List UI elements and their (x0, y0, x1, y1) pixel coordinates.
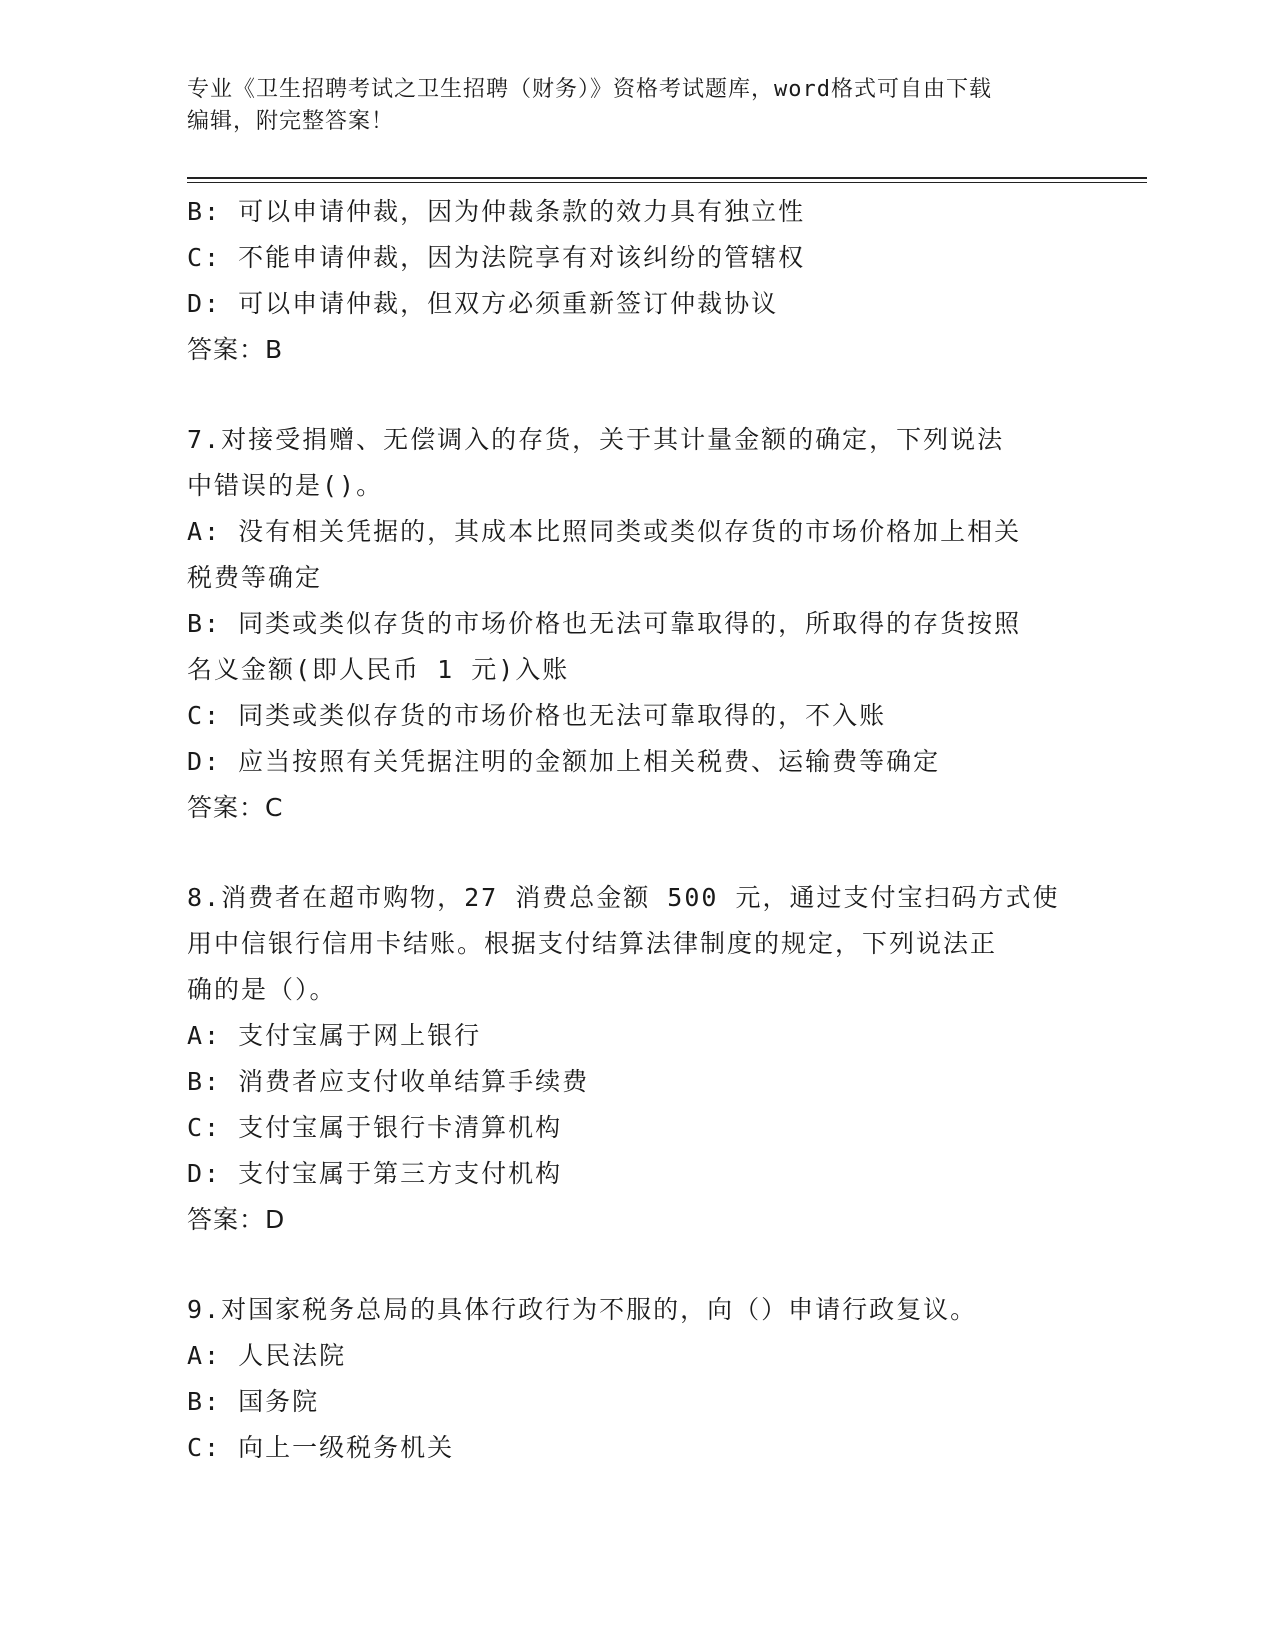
option-c: C: 向上一级税务机关 (187, 1433, 455, 1462)
spacer (187, 373, 1087, 417)
question-stem: 7.对接受捐赠、无偿调入的存货，关于其计量金额的确定，下列说法 (187, 425, 1005, 454)
question-stem-continued: 用中信银行信用卡结账。根据支付结算法律制度的规定，下列说法正 (187, 929, 998, 958)
question-list (187, 189, 1087, 1471)
option-b: B: 可以申请仲裁，因为仲裁条款的效力具有独立性 (187, 197, 806, 226)
option-d: D: 支付宝属于第三方支付机构 (187, 1159, 563, 1188)
option-a: A: 没有相关凭据的，其成本比照同类或类似存货的市场价格加上相关 (187, 517, 1022, 546)
question-stem: 8.消费者在超市购物，27 消费总金额 500 元，通过支付宝扫码方式使 (187, 883, 1060, 912)
header-divider-thick (187, 177, 1147, 179)
question-8 (187, 875, 1087, 1243)
question-stem-continued: 中错误的是()。 (187, 471, 384, 500)
option-d: D: 可以申请仲裁，但双方必须重新签订仲裁协议 (187, 289, 779, 318)
option-d: D: 应当按照有关凭据注明的金额加上相关税费、运输费等确定 (187, 747, 941, 776)
document-header (187, 74, 1087, 138)
question-6-tail (187, 189, 1087, 373)
question-stem: 9.对国家税务总局的具体行政行为不服的，向（）申请行政复议。 (187, 1295, 978, 1324)
option-b: B: 同类或类似存货的市场价格也无法可靠取得的，所取得的存货按照 (187, 609, 1022, 638)
option-c: C: 支付宝属于银行卡清算机构 (187, 1113, 563, 1142)
option-c: C: 同类或类似存货的市场价格也无法可靠取得的，不入账 (187, 701, 887, 730)
answer-line: 答案：C (187, 793, 284, 822)
option-a-continued: 税费等确定 (187, 563, 323, 592)
option-a: A: 支付宝属于网上银行 (187, 1021, 482, 1050)
question-stem-continued: 确的是（）。 (187, 975, 337, 1004)
option-b: B: 国务院 (187, 1387, 320, 1416)
spacer (187, 1243, 1087, 1287)
answer-line: 答案：D (187, 1205, 286, 1234)
option-b-continued: 名义金额(即人民币 1 元)入账 (187, 655, 570, 684)
header-title-line-2: 编辑，附完整答案！ (187, 109, 395, 134)
option-b: B: 消费者应支付收单结算手续费 (187, 1067, 590, 1096)
question-7 (187, 417, 1087, 831)
option-c: C: 不能申请仲裁，因为法院享有对该纠纷的管辖权 (187, 243, 806, 272)
header-divider-thin (187, 182, 1147, 183)
header-title-line-1: 专业《卫生招聘考试之卫生招聘（财务）》资格考试题库，word格式可自由下载 (187, 77, 992, 102)
answer-line: 答案：B (187, 335, 284, 364)
question-9 (187, 1287, 1087, 1471)
spacer (187, 831, 1087, 875)
option-a: A: 人民法院 (187, 1341, 347, 1370)
